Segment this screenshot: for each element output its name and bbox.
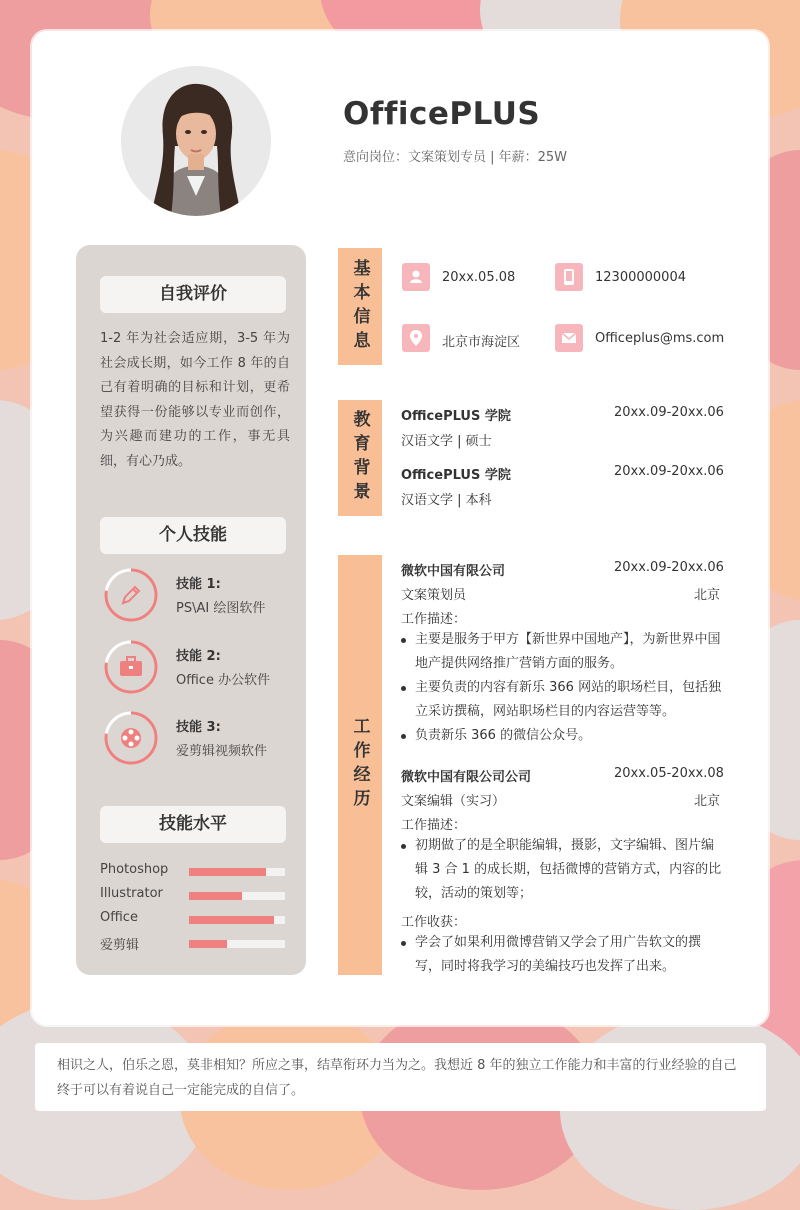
- skill-level-track: [189, 916, 285, 924]
- film-reel-icon: [121, 728, 141, 748]
- skills-heading: 个人技能: [100, 517, 286, 554]
- person-icon: [402, 263, 430, 291]
- mail-icon: [555, 324, 583, 352]
- skill-ring: [104, 711, 158, 765]
- bullet-dot: [401, 638, 406, 643]
- skill-level-row: [100, 862, 290, 882]
- job-gain-label: 工作收获：: [401, 915, 467, 930]
- job-city: 北京: [694, 588, 721, 603]
- location-icon: [402, 324, 430, 352]
- job-date: 20xx.09-20xx.06: [614, 560, 724, 575]
- job-company: 微软中国有限公司公司: [401, 770, 532, 785]
- skill-level-fill: [189, 940, 227, 948]
- address: 北京市海淀区: [442, 335, 521, 350]
- skill-item: [104, 640, 304, 700]
- skill-item: [104, 568, 304, 628]
- levels-heading: 技能水平: [100, 806, 286, 843]
- skill-level-fill: [189, 916, 274, 924]
- footer-text: 相识之人，伯乐之恩，莫非相知？所应之事，结草衔环力当为之。我想近 8 年的独立工作能力和丰富的行业经验的自己终于可以有着说自己一定能完成的自信了。: [57, 1058, 737, 1098]
- skill-level-label: Office: [100, 910, 138, 925]
- skill-level-track: [189, 892, 285, 900]
- skill-level-track: [189, 940, 285, 948]
- job-gain: 学会了如果利用微博营销又学会了用广告软文的撰写，同时将我学习的美编技巧也发挥了出来。: [415, 935, 702, 974]
- job-bullet: 主要负责的内容有新乐 366 网站的职场栏目，包括独立采访撰稿，网站职场栏目的内容运营等等。: [415, 680, 722, 719]
- job-desc-label: 工作描述：: [401, 818, 467, 833]
- skill-level-label: 爱剪辑: [100, 938, 140, 953]
- skill-level-fill: [189, 892, 242, 900]
- phone-number: 12300000004: [595, 270, 686, 285]
- skill-item: [104, 711, 304, 771]
- skill-level-label: Photoshop: [100, 862, 169, 877]
- job-role: 文案策划员: [401, 588, 467, 603]
- self-eval-heading: 自我评价: [100, 276, 286, 313]
- self-eval-text: 1-2 年为社会适应期，3-5 年为社会成长期，如今工作 8 年的自己有着明确的目标和计划，更希望获得一份能够以专业而创作，为兴趣而建功的工作，事无具细，有心乃成。: [100, 331, 290, 469]
- job-bullet: 主要是服务于甲方【新世界中国地产】，为新世界中国地产提供网络推广营销方面的服务。: [415, 632, 721, 671]
- email: Officeplus@ms.com: [595, 331, 725, 346]
- skill-desc: Office 办公软件: [176, 673, 271, 688]
- skill-title: 技能 1:: [176, 577, 221, 592]
- phone-icon: [555, 263, 583, 291]
- edu-date: 20xx.09-20xx.06: [614, 464, 724, 479]
- edu-school: OfficePLUS 学院: [401, 409, 511, 424]
- edu-school: OfficePLUS 学院: [401, 468, 511, 483]
- skill-level-row: [100, 910, 290, 930]
- pen-icon: [123, 587, 139, 603]
- bullet-dot: [401, 941, 406, 946]
- skill-level-track: [189, 868, 285, 876]
- edu-detail: 汉语文学 | 本科: [401, 493, 492, 508]
- skill-title: 技能 2:: [176, 649, 221, 664]
- job-desc-label: 工作描述：: [401, 612, 467, 627]
- portrait-image: [121, 66, 271, 216]
- profile-photo: [121, 66, 271, 216]
- work-tab-label: 工作经历: [349, 717, 370, 813]
- birth-date: 20xx.05.08: [442, 270, 516, 285]
- skill-title: 技能 3:: [176, 720, 221, 735]
- basic-info-tab: [338, 248, 382, 365]
- bullet-dot: [401, 686, 406, 691]
- edu-date: 20xx.09-20xx.06: [614, 405, 724, 420]
- skill-ring: [104, 568, 158, 622]
- basic-info-tab-label: 基本信息: [349, 258, 370, 355]
- bullet-dot: [401, 734, 406, 739]
- skill-level-fill: [189, 868, 266, 876]
- job-date: 20xx.05-20xx.08: [614, 766, 724, 781]
- skill-level-row: [100, 886, 290, 906]
- bullet-dot: [401, 844, 406, 849]
- job-intent: 意向岗位：文案策划专员 | 年薪：25W: [343, 150, 568, 165]
- skill-desc: 爱剪辑视频软件: [176, 744, 268, 759]
- skill-level-label: Illustrator: [100, 886, 163, 901]
- briefcase-icon: [120, 657, 142, 676]
- skill-level-row: [100, 934, 290, 954]
- skill-desc: PS\AI 绘图软件: [176, 601, 266, 616]
- job-city: 北京: [694, 794, 721, 809]
- work-tab: [338, 555, 382, 975]
- job-bullet: 负责新乐 366 的微信公众号。: [415, 728, 592, 743]
- job-role: 文案编辑（实习）: [401, 794, 506, 809]
- edu-detail: 汉语文学 | 硕士: [401, 434, 492, 449]
- skill-ring: [104, 640, 158, 694]
- education-tab-label: 教育背景: [349, 410, 370, 506]
- candidate-name: OfficePLUS: [343, 96, 541, 132]
- job-bullet: 初期做了的是全职能编辑，摄影，文字编辑、图片编辑 3 合 1 的成长期，包括微博的营销方式，内容的比较，活动的策划等；: [415, 838, 722, 901]
- education-tab: [338, 400, 382, 516]
- job-company: 微软中国有限公司: [401, 564, 506, 579]
